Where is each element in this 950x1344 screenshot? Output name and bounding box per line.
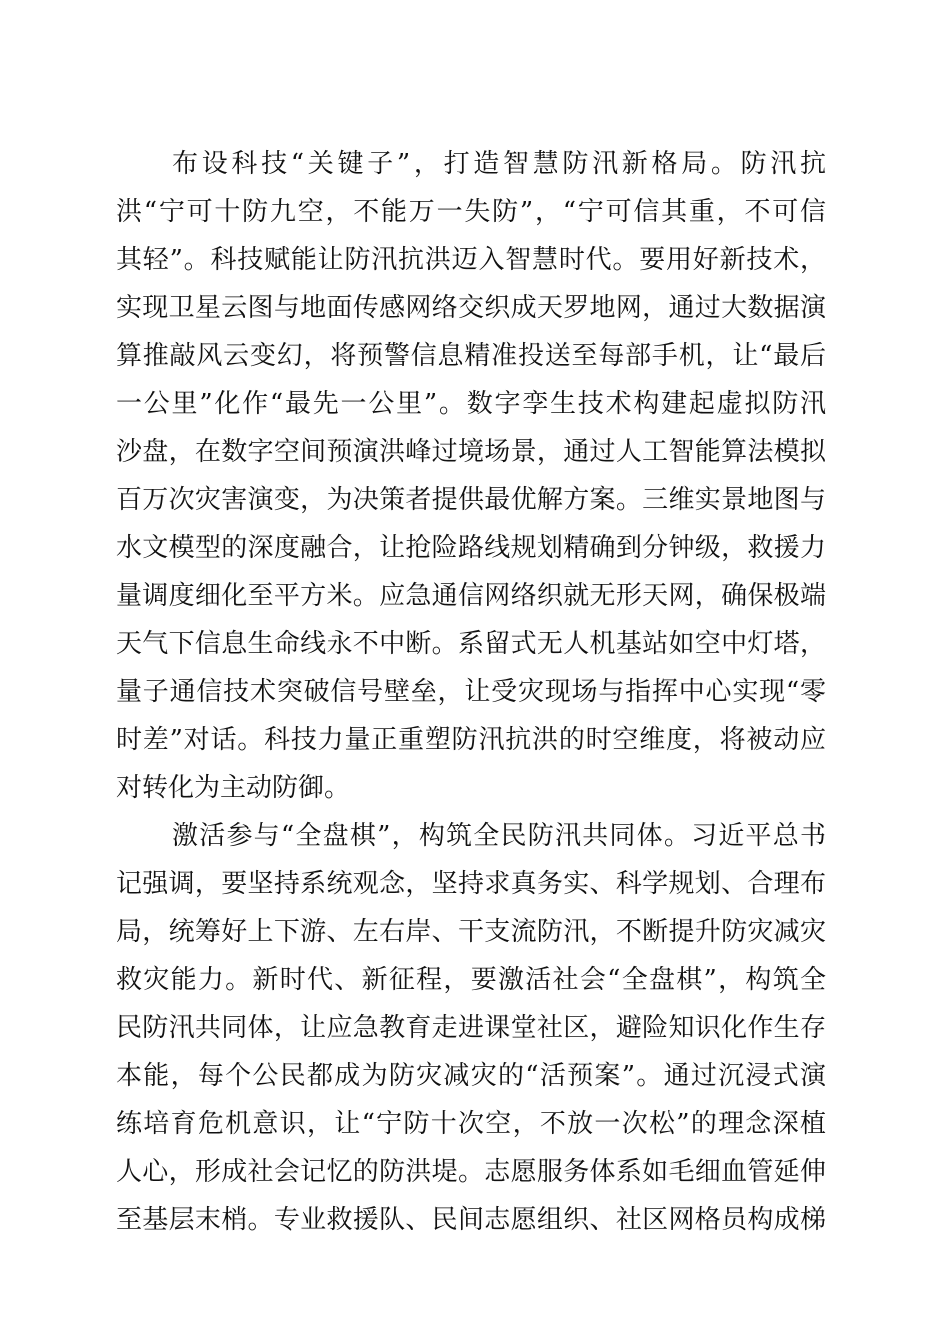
paragraph-2-line-3: 局，统筹好上下游、左右岸、干支流防汛，不断提升防灾减灾 [116, 917, 826, 947]
paragraph-2-line-4: 救灾能力。新时代、新征程，要激活社会“全盘棋”，构筑全 [116, 965, 826, 995]
paragraph-1-line-11: 天气下信息生命线永不中断。系留式无人机基站如空中灯塔， [116, 629, 826, 659]
paragraph-1-line-10: 量调度细化至平方米。应急通信网络织就无形天网，确保极端 [116, 581, 826, 611]
paragraph-1-line-13: 时差”对话。科技力量正重塑防汛抗洪的时空维度，将被动应 [116, 725, 826, 755]
paragraph-1-line-12: 量子通信技术突破信号壁垒，让受灾现场与指挥中心实现“零 [116, 677, 826, 707]
paragraph-2-line-9: 至基层末梢。专业救援队、民间志愿组织、社区网格员构成梯 [116, 1205, 826, 1235]
paragraph-1-line-2: 洪“宁可十防九空，不能万一失防”，“宁可信其重，不可信 [116, 197, 826, 227]
paragraph-2-line-5: 民防汛共同体，让应急教育走进课堂社区，避险知识化作生存 [116, 1013, 826, 1043]
paragraph-1-line-8: 百万次灾害演变，为决策者提供最优解方案。三维实景地图与 [116, 485, 826, 515]
paragraph-1-line-14: 对转化为主动防御。 [116, 773, 351, 803]
paragraph-1-line-5: 算推敲风云变幻，将预警信息精准投送至每部手机，让“最后 [116, 341, 826, 371]
paragraph-2-line-1: 激活参与“全盘棋”，构筑全民防汛共同体。习近平总书 [172, 821, 826, 851]
paragraph-1-line-7: 沙盘，在数字空间预演洪峰过境场景，通过人工智能算法模拟 [116, 437, 826, 467]
paragraph-1-line-1: 布设科技“关键子”，打造智慧防汛新格局。防汛抗 [172, 149, 826, 179]
paragraph-1-line-3: 其轻”。科技赋能让防汛抗洪迈入智慧时代。要用好新技术， [116, 245, 826, 275]
paragraph-2-line-6: 本能，每个公民都成为防灾减灾的“活预案”。通过沉浸式演 [116, 1061, 826, 1091]
paragraph-2-line-7: 练培育危机意识，让“宁防十次空，不放一次松”的理念深植 [116, 1109, 826, 1139]
paragraph-2-line-2: 记强调，要坚持系统观念，坚持求真务实、科学规划、合理布 [116, 869, 826, 899]
paragraph-2-line-8: 人心，形成社会记忆的防洪堤。志愿服务体系如毛细血管延伸 [116, 1157, 826, 1187]
document-body [116, 140, 826, 1244]
paragraph-1-line-6: 一公里”化作“最先一公里”。数字孪生技术构建起虚拟防汛 [116, 389, 826, 419]
paragraph-1-line-4: 实现卫星云图与地面传感网络交织成天罗地网，通过大数据演 [116, 293, 826, 323]
paragraph-1-line-9: 水文模型的深度融合，让抢险路线规划精确到分钟级，救援力 [116, 533, 826, 563]
